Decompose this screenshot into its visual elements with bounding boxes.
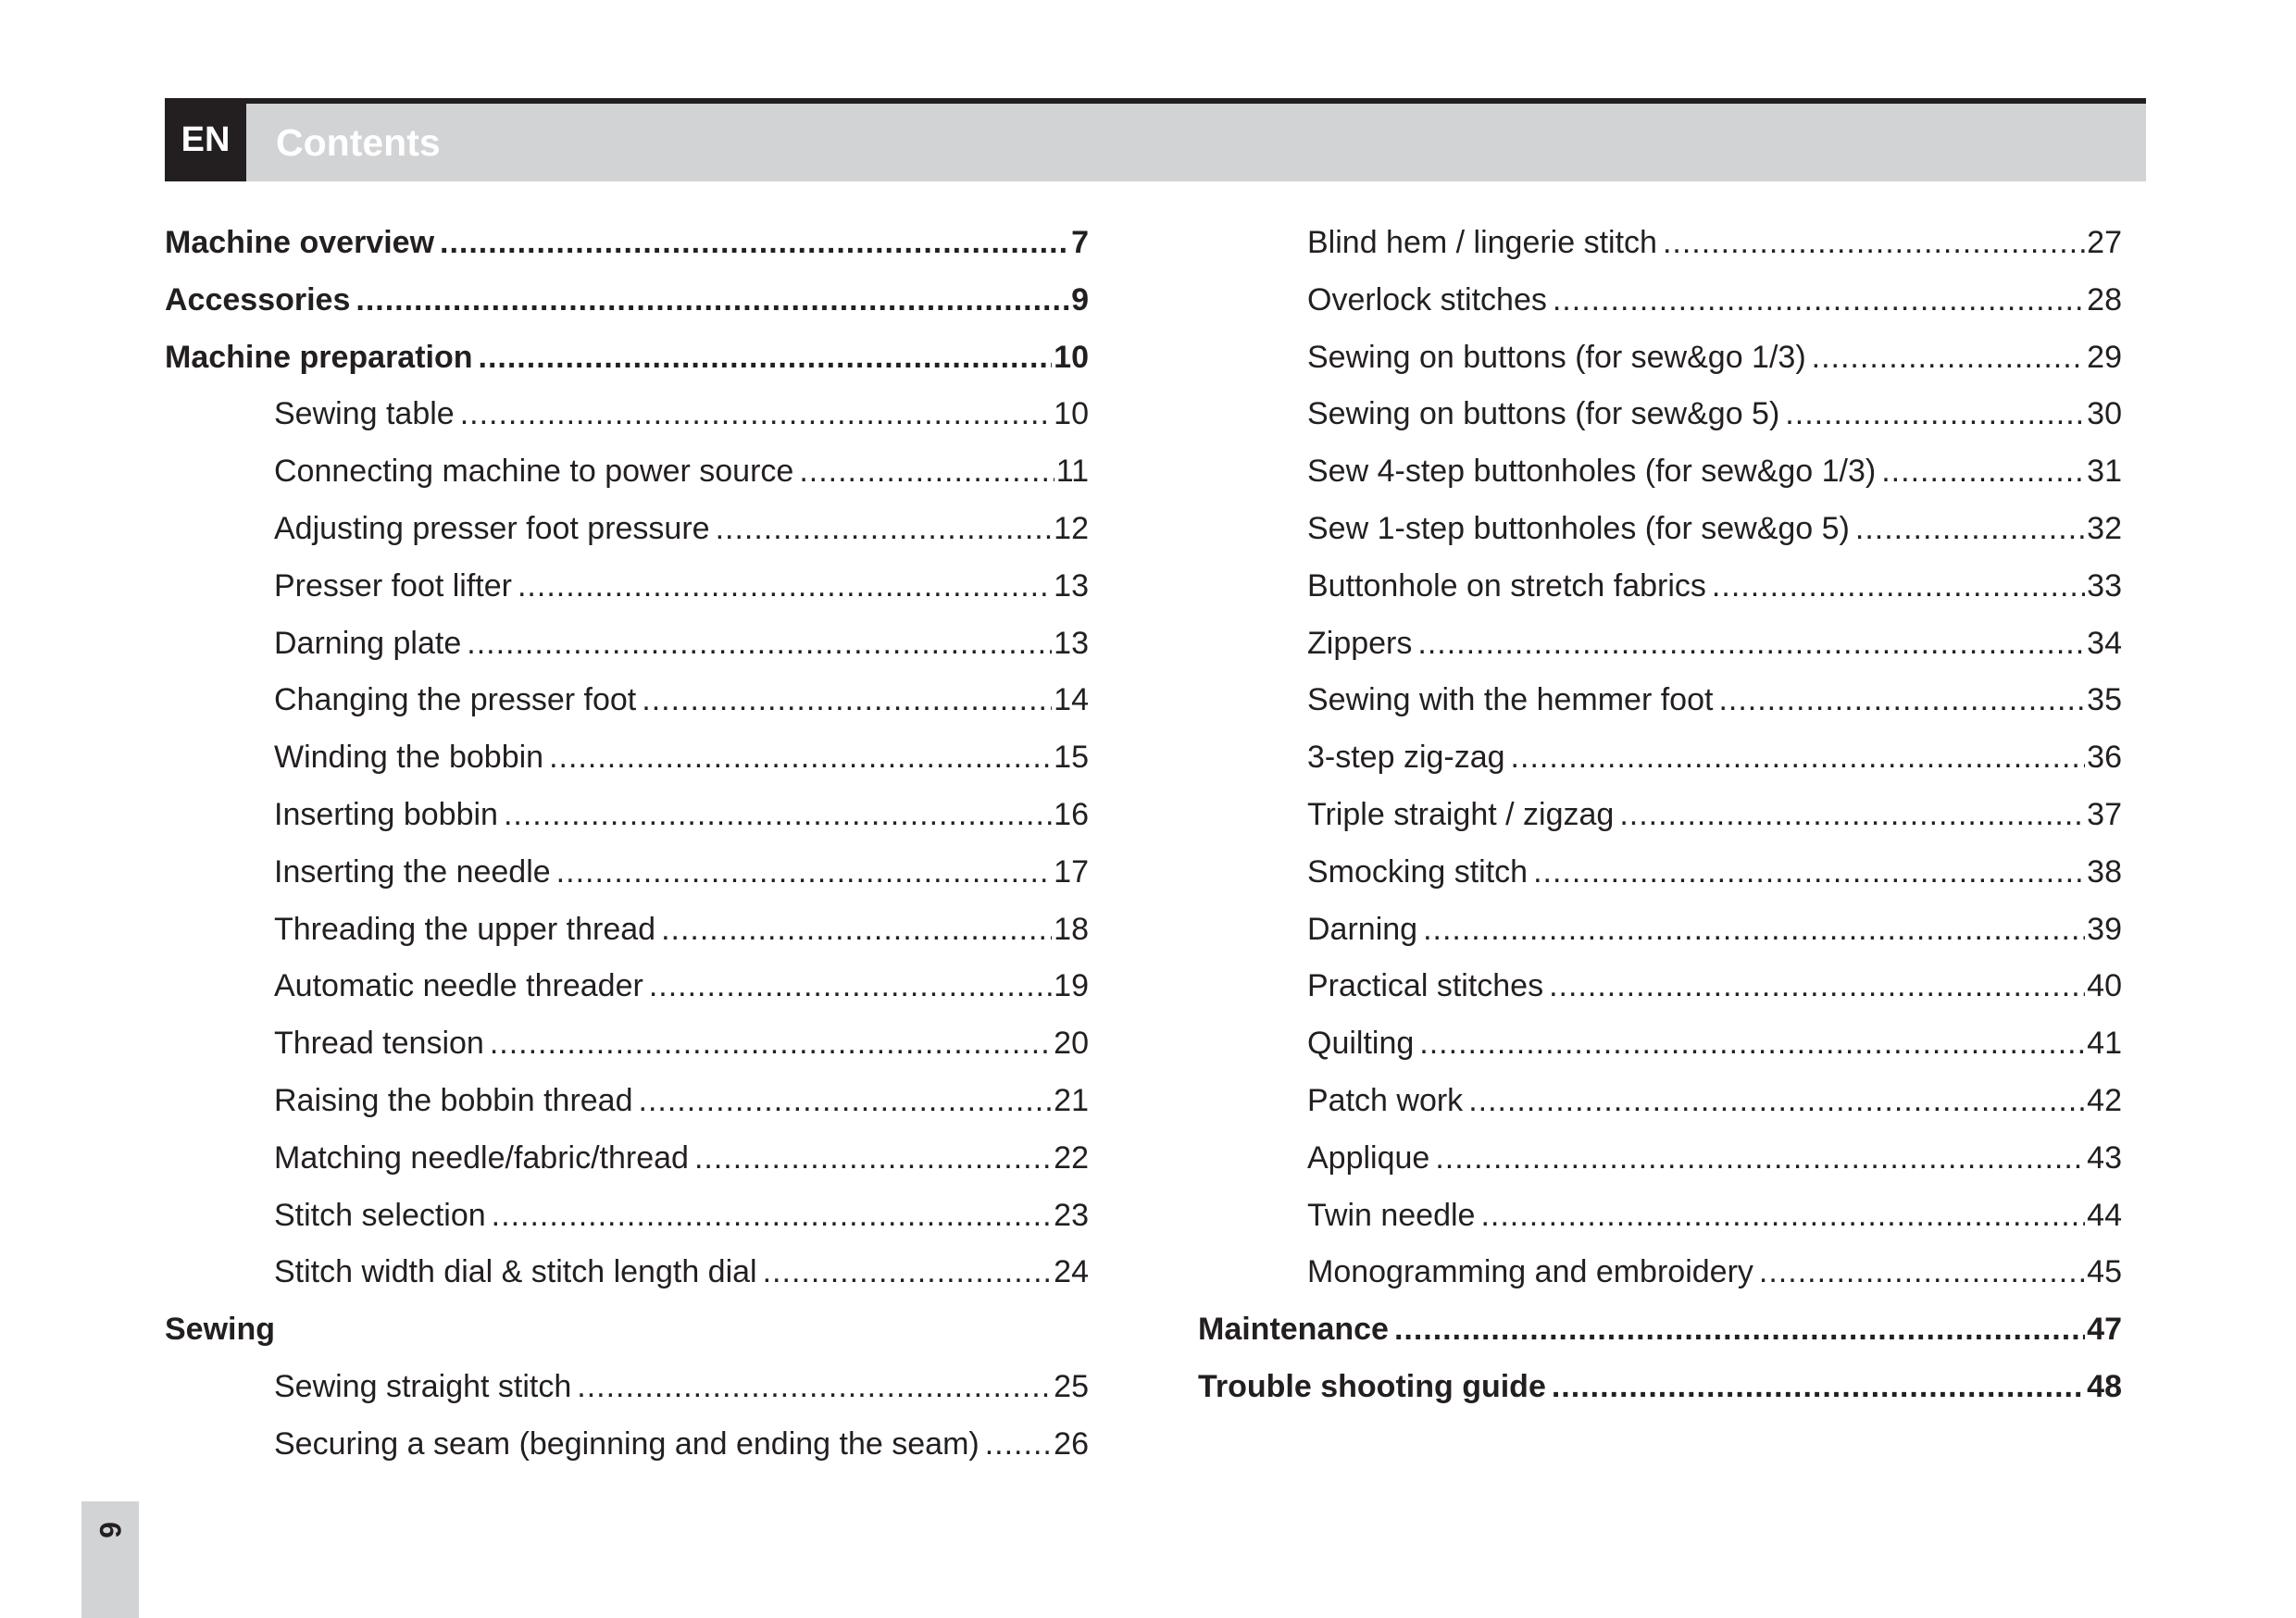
toc-entry-page: 23	[1054, 1197, 1089, 1233]
toc-entry[interactable]	[1198, 672, 2122, 729]
toc-entry[interactable]	[165, 1244, 1089, 1301]
toc-entry[interactable]	[1198, 386, 2122, 443]
toc-entry[interactable]	[165, 1416, 1089, 1474]
toc-leader-dots	[460, 386, 1052, 443]
toc-entry-page: 9	[1071, 281, 1089, 317]
toc-entry[interactable]	[1198, 558, 2122, 616]
toc-entry[interactable]	[165, 330, 1089, 387]
toc-entry[interactable]	[165, 1015, 1089, 1073]
toc-entry-title: Machine overview	[165, 225, 435, 260]
toc-entry[interactable]	[165, 386, 1089, 443]
toc-leader-dots	[799, 443, 1054, 501]
toc-entry-page: 18	[1054, 911, 1089, 947]
toc-entry-title: Threading the upper thread	[274, 911, 656, 947]
toc-entry[interactable]	[1198, 501, 2122, 558]
toc-entry-title: Darning	[1307, 911, 1418, 947]
toc-right-column	[1198, 215, 2122, 1416]
toc-leader-dots	[1423, 902, 2085, 959]
toc-leader-dots	[577, 1359, 1052, 1416]
toc-leader-dots	[661, 902, 1052, 959]
toc-entry-title: Applique	[1307, 1139, 1430, 1176]
toc-leader-dots	[1718, 672, 2085, 729]
toc-entry-title: Sewing on buttons (for sew&go 5)	[1307, 396, 1780, 432]
toc-entry[interactable]	[165, 1359, 1089, 1416]
toc-leader-dots	[356, 272, 1069, 330]
toc-entry[interactable]	[1198, 787, 2122, 844]
toc-entry[interactable]	[165, 787, 1089, 844]
toc-entry[interactable]	[165, 215, 1089, 272]
toc-entry-title: Blind hem / lingerie stitch	[1307, 225, 1657, 260]
toc-entry-title: Stitch width dial & stitch length dial	[274, 1254, 757, 1290]
toc-entry-title: Stitch selection	[274, 1197, 486, 1233]
toc-entry-page: 7	[1071, 225, 1089, 260]
toc-entry-title: Thread tension	[274, 1026, 484, 1062]
toc-entry-page: 17	[1054, 853, 1089, 890]
toc-entry-title: Trouble shooting guide	[1198, 1368, 1546, 1404]
toc-entry[interactable]	[165, 272, 1089, 330]
toc-leader-dots	[1435, 1130, 2085, 1188]
toc-entry[interactable]	[165, 844, 1089, 902]
toc-entry-title: Securing a seam (beginning and ending the seam)	[274, 1425, 980, 1462]
language-badge: EN	[165, 98, 246, 181]
toc-entry-page: 45	[2087, 1254, 2122, 1290]
toc-entry-title: Connecting machine to power source	[274, 454, 794, 490]
toc-leader-dots	[1855, 501, 2085, 558]
toc-leader-dots	[556, 844, 1053, 902]
toc-entry[interactable]	[1198, 1301, 2122, 1359]
toc-entry-page: 21	[1054, 1082, 1089, 1118]
toc-entry-title: Darning plate	[274, 625, 462, 661]
toc-entry[interactable]	[165, 1188, 1089, 1245]
toc-entry-title: Presser foot lifter	[274, 567, 512, 604]
toc-entry-title: Sewing on buttons (for sew&go 1/3)	[1307, 339, 1806, 375]
toc-entry-page: 12	[1054, 510, 1089, 546]
toc-entry-page: 42	[2087, 1082, 2122, 1118]
toc-entry[interactable]	[1198, 443, 2122, 501]
toc-entry-page: 29	[2087, 339, 2122, 375]
toc-entry-title: Quilting	[1307, 1026, 1415, 1062]
toc-entry-title: Changing the presser foot	[274, 682, 637, 718]
toc-entry-title: Smocking stitch	[1307, 853, 1529, 890]
toc-entry[interactable]	[165, 1073, 1089, 1130]
toc-entry-title: Raising the bobbin thread	[274, 1082, 633, 1118]
toc-entry-page: 34	[2087, 625, 2122, 661]
toc-leader-dots	[518, 558, 1052, 616]
toc-leader-dots	[1468, 1073, 2085, 1130]
toc-entry-title: Monogramming and embroidery	[1307, 1254, 1753, 1290]
toc-entry[interactable]	[1198, 1359, 2122, 1416]
toc-entry-page: 25	[1054, 1368, 1089, 1404]
toc-entry[interactable]	[165, 616, 1089, 673]
toc-entry-title: Automatic needle threader	[274, 968, 643, 1004]
toc-leader-dots	[490, 1015, 1052, 1073]
toc-leader-dots	[504, 787, 1052, 844]
toc-entry-page: 11	[1055, 454, 1089, 490]
toc-entry[interactable]	[1198, 330, 2122, 387]
toc-entry[interactable]	[165, 672, 1089, 729]
toc-leader-dots	[763, 1244, 1053, 1301]
toc-entry[interactable]	[165, 1130, 1089, 1188]
toc-leader-dots	[1549, 958, 2085, 1015]
toc-entry-title: Sew 1-step buttonholes (for sew&go 5)	[1307, 510, 1850, 546]
toc-leader-dots	[492, 1188, 1053, 1245]
toc-entry-page: 22	[1054, 1139, 1089, 1176]
toc-entry-page: 31	[2087, 454, 2122, 490]
toc-entry-page: 13	[1054, 567, 1089, 604]
toc-leader-dots	[1394, 1301, 2085, 1359]
toc-entry-page: 44	[2087, 1197, 2122, 1233]
toc-leader-dots	[1553, 272, 2085, 330]
toc-entry-page: 40	[2087, 968, 2122, 1004]
toc-entry[interactable]	[165, 558, 1089, 616]
toc-leader-dots	[1812, 330, 2086, 387]
toc-entry-title: Winding the bobbin	[274, 740, 544, 776]
toc-entry-page: 26	[1054, 1425, 1089, 1462]
toc-entry-title: Inserting the needle	[274, 853, 551, 890]
toc-entry-title: Machine preparation	[165, 339, 473, 375]
toc-leader-dots	[1881, 443, 2085, 501]
toc-entry-page: 16	[1054, 796, 1089, 832]
toc-entry-title: Buttonhole on stretch fabrics	[1307, 567, 1706, 604]
toc-entry-title: Accessories	[165, 281, 351, 317]
toc-entry-page: 48	[2087, 1368, 2122, 1404]
toc-entry-page: 10	[1054, 396, 1089, 432]
toc-entry-title: Overlock stitches	[1307, 281, 1547, 317]
toc-leader-dots	[716, 501, 1053, 558]
toc-entry-title: Sewing	[165, 1312, 276, 1348]
toc-leader-dots	[1759, 1244, 2085, 1301]
toc-entry[interactable]	[1198, 616, 2122, 673]
toc-entry[interactable]	[1198, 958, 2122, 1015]
toc-entry[interactable]	[165, 443, 1089, 501]
toc-leader-dots	[1480, 1188, 2085, 1245]
toc-leader-dots	[985, 1416, 1052, 1474]
toc-entry-title: Inserting bobbin	[274, 796, 498, 832]
toc-entry[interactable]	[1198, 902, 2122, 959]
toc-entry-title: Sewing straight stitch	[274, 1368, 572, 1404]
toc-entry-title: Zippers	[1307, 625, 1413, 661]
page-title: Contents	[276, 120, 441, 164]
toc-entry[interactable]	[165, 1301, 1089, 1359]
toc-entry-page: 19	[1054, 968, 1089, 1004]
toc-leader-dots	[1785, 386, 2085, 443]
toc-left-column	[165, 215, 1089, 1474]
toc-entry-page: 43	[2087, 1139, 2122, 1176]
toc-entry-page: 38	[2087, 853, 2122, 890]
toc-leader-dots	[642, 672, 1052, 729]
toc-entry-page: 15	[1054, 740, 1089, 776]
toc-leader-dots	[479, 330, 1053, 387]
toc-entry-page: 35	[2087, 682, 2122, 718]
toc-leader-dots	[694, 1130, 1052, 1188]
toc-entry-title: Adjusting presser foot pressure	[274, 510, 710, 546]
toc-leader-dots	[649, 958, 1052, 1015]
toc-entry-page: 32	[2087, 510, 2122, 546]
toc-entry-page: 20	[1054, 1026, 1089, 1062]
header-band	[165, 104, 2146, 181]
toc-entry-page: 41	[2087, 1026, 2122, 1062]
toc-entry-page: 37	[2087, 796, 2122, 832]
toc-entry-page: 39	[2087, 911, 2122, 947]
toc-leader-dots	[440, 215, 1069, 272]
toc-leader-dots	[1619, 787, 2085, 844]
toc-leader-dots	[1533, 844, 2085, 902]
toc-entry-title: Triple straight / zigzag	[1307, 796, 1615, 832]
toc-entry[interactable]	[1198, 1188, 2122, 1245]
page-number: 6	[94, 1522, 128, 1538]
toc-entry-title: Sew 4-step buttonholes (for sew&go 1/3)	[1307, 454, 1877, 490]
toc-entry-title: Maintenance	[1198, 1312, 1389, 1348]
toc-entry[interactable]	[165, 501, 1089, 558]
toc-entry-title: Matching needle/fabric/thread	[274, 1139, 689, 1176]
toc-entry-title: 3-step zig-zag	[1307, 740, 1505, 776]
toc-entry-page: 36	[2087, 740, 2122, 776]
toc-entry-page: 33	[2087, 567, 2122, 604]
toc-entry[interactable]	[165, 958, 1089, 1015]
toc-entry[interactable]	[165, 902, 1089, 959]
toc-leader-dots	[1663, 215, 2085, 272]
toc-entry[interactable]	[1198, 272, 2122, 330]
toc-entry-title: Practical stitches	[1307, 968, 1544, 1004]
toc-leader-dots	[1552, 1359, 2085, 1416]
toc-entry-page: 14	[1054, 682, 1089, 718]
toc-entry-page: 10	[1054, 339, 1089, 375]
toc-entry-title: Twin needle	[1307, 1197, 1476, 1233]
toc-entry[interactable]	[1198, 1015, 2122, 1073]
toc-entry-page: 27	[2087, 225, 2122, 260]
toc-leader-dots	[1511, 729, 2086, 787]
toc-leader-dots	[1417, 616, 2085, 673]
toc-entry[interactable]	[1198, 844, 2122, 902]
toc-leader-dots	[1712, 558, 2085, 616]
toc-entry-page: 13	[1054, 625, 1089, 661]
toc-entry[interactable]	[1198, 1130, 2122, 1188]
toc-entry-title: Patch work	[1307, 1082, 1464, 1118]
toc-entry[interactable]	[1198, 215, 2122, 272]
toc-leader-dots	[549, 729, 1052, 787]
toc-leader-dots	[639, 1073, 1053, 1130]
toc-entry-page: 24	[1054, 1254, 1089, 1290]
toc-entry[interactable]	[1198, 1073, 2122, 1130]
toc-entry-page: 47	[2087, 1312, 2122, 1348]
toc-entry-page: 30	[2087, 396, 2122, 432]
toc-entry[interactable]	[165, 729, 1089, 787]
toc-entry[interactable]	[1198, 1244, 2122, 1301]
toc-entry-title: Sewing table	[274, 396, 455, 432]
toc-leader-dots	[1419, 1015, 2085, 1073]
toc-entry-page: 28	[2087, 281, 2122, 317]
toc-entry[interactable]	[1198, 729, 2122, 787]
toc-entry-title: Sewing with the hemmer foot	[1307, 682, 1714, 718]
toc-leader-dots	[467, 616, 1052, 673]
